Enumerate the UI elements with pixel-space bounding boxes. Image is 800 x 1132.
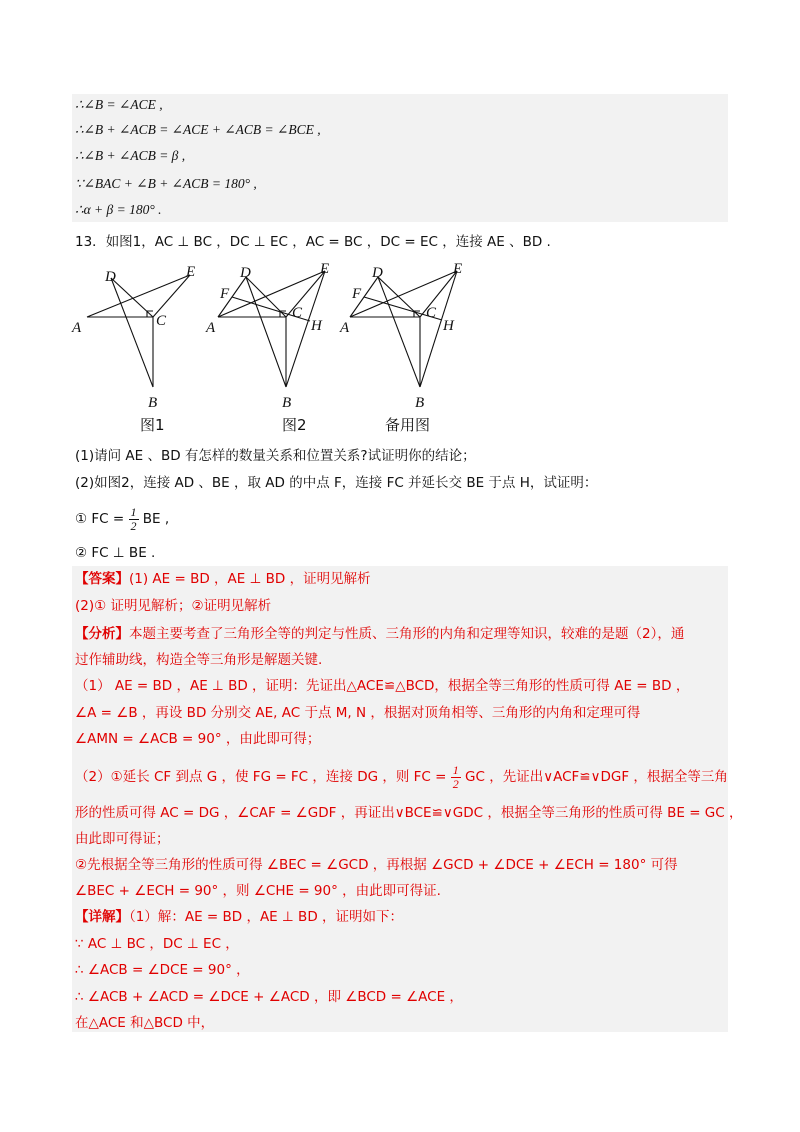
figure-1	[87, 275, 190, 387]
label-E-fig2: E	[320, 261, 330, 277]
top-line-4: ∵∠BAC + ∠B + ∠ACB = 180° ,	[75, 176, 257, 191]
label-B-fig2: B	[282, 395, 292, 411]
analysis-line-1: 【分析】本题主要考查了三角形全等的判定与性质、三角形的内角和定理等知识，较难的是题（2），通	[75, 626, 685, 642]
detail-line-4: ∴ ∠ACB + ∠ACD = ∠DCE + ∠ACD ，即 ∠BCD = ∠ACE ，	[75, 989, 463, 1005]
detail-line-5: 在△ACE 和△BCD 中，	[75, 1015, 215, 1031]
figure-2	[218, 271, 325, 387]
analysis-line-9: ②先根据全等三角形的性质可得 ∠BEC = ∠GCD ，再根据 ∠GCD + ∠DCE + ∠ECH = 180° 可得	[75, 857, 678, 873]
answer-line-2: (2)① 证明见解析；②证明见解析	[75, 598, 272, 614]
label-H-fig2: H	[311, 318, 322, 334]
analysis-line-5: ∠AMN = ∠ACB = 90° ，由此即可得；	[75, 731, 321, 747]
top-line-3: ∴∠B + ∠ACB = β ,	[75, 148, 186, 163]
label-C-fig2: C	[292, 305, 303, 321]
label-A-fig2: A	[206, 320, 216, 336]
caption-fig1: 图1	[140, 416, 165, 434]
label-C-spare: C	[426, 305, 437, 321]
top-line-5: ∴α + β = 180° .	[75, 202, 162, 217]
label-B-fig1: B	[148, 395, 158, 411]
question-item2: ② FC ⊥ BE .	[75, 545, 156, 561]
fraction-half-analysis: $\frac{1}{2}$	[452, 762, 459, 791]
answer-tag: 【答案】	[75, 571, 129, 587]
top-line-1: ∴∠B = ∠ACE ,	[75, 97, 163, 112]
analysis-line-7: 形的性质可得 AC = DG ，∠CAF = ∠GDF ，再证出∨BCE≌∨GDC ，根据全等三角形的性质可得 BE = GC ，	[75, 805, 743, 821]
detail-tag: 【详解】	[75, 909, 129, 925]
detail-line-1: 【详解】（1）解：AE = BD ，AE ⊥ BD ，证明如下：	[75, 909, 404, 925]
label-D-fig2: D	[240, 265, 251, 281]
analysis-line-8: 由此即可得证；	[75, 831, 170, 847]
label-H-spare: H	[443, 318, 454, 334]
detail-line-2: ∵ AC ⊥ BC ，DC ⊥ EC ，	[75, 936, 239, 952]
analysis-line-4: ∠A = ∠B ，再设 BD 分别交 AE, AC 于点 M, N ，根据对顶角相等、三角形的内角和定理可得	[75, 705, 641, 721]
question-part2: (2)如图2，连接 AD 、BE ，取 AD 的中点 F，连接 FC 并延长交 BE 于点 H，试证明：	[75, 475, 598, 491]
label-C-fig1: C	[156, 313, 167, 329]
analysis-line-2: 过作辅助线，构造全等三角形是解题关键.	[75, 652, 323, 668]
analysis-line-6: （2）①延长 CF 到点 G ，使 FG = FC ，连接 DG ，则 FC = $\frac{1}{2}$ GC ，先证出∨ACF≌∨DGF ，根据全等三角	[75, 762, 728, 791]
label-A-fig1: A	[72, 320, 82, 336]
geometry-figures	[0, 256, 800, 436]
label-B-spare: B	[415, 395, 425, 411]
label-F-spare: F	[352, 286, 362, 302]
question-part1: (1)请问 AE 、BD 有怎样的数量关系和位置关系?试证明你的结论；	[75, 448, 476, 464]
analysis-line-10: ∠BEC + ∠ECH = 90° ，则 ∠CHE = 90° ，由此即可得证.	[75, 883, 441, 899]
label-D-spare: D	[372, 265, 383, 281]
question-item1: ① FC = $\frac{1}{2}$ BE ,	[75, 504, 170, 533]
caption-spare: 备用图	[385, 416, 431, 434]
label-D-fig1: D	[105, 269, 116, 285]
caption-fig2: 图2	[282, 416, 307, 434]
analysis-line-3: （1） AE = BD ，AE ⊥ BD ，证明：先证出△ACE≌△BCD，根据全等三角形的性质可得 AE = BD ，	[75, 678, 690, 694]
figure-spare	[350, 271, 457, 387]
label-E-spare: E	[453, 261, 463, 277]
detail-line-3: ∴ ∠ACB = ∠DCE = 90° ，	[75, 962, 250, 978]
answer-line-1: 【答案】(1) AE = BD ，AE ⊥ BD ，证明见解析	[75, 571, 371, 587]
question-number: 13．	[75, 234, 106, 250]
analysis-tag: 【分析】	[75, 626, 129, 642]
fraction-half-item1: $\frac{1}{2}$	[130, 504, 137, 533]
label-A-spare: A	[340, 320, 350, 336]
top-line-2: ∴∠B + ∠ACB = ∠ACE + ∠ACB = ∠BCE ,	[75, 122, 321, 137]
label-E-fig1: E	[186, 264, 196, 280]
label-F-fig2: F	[220, 286, 230, 302]
question-stem: 13．如图1，AC ⊥ BC ，DC ⊥ EC ，AC = BC ，DC = EC ，连接 AE 、BD .	[75, 234, 551, 250]
